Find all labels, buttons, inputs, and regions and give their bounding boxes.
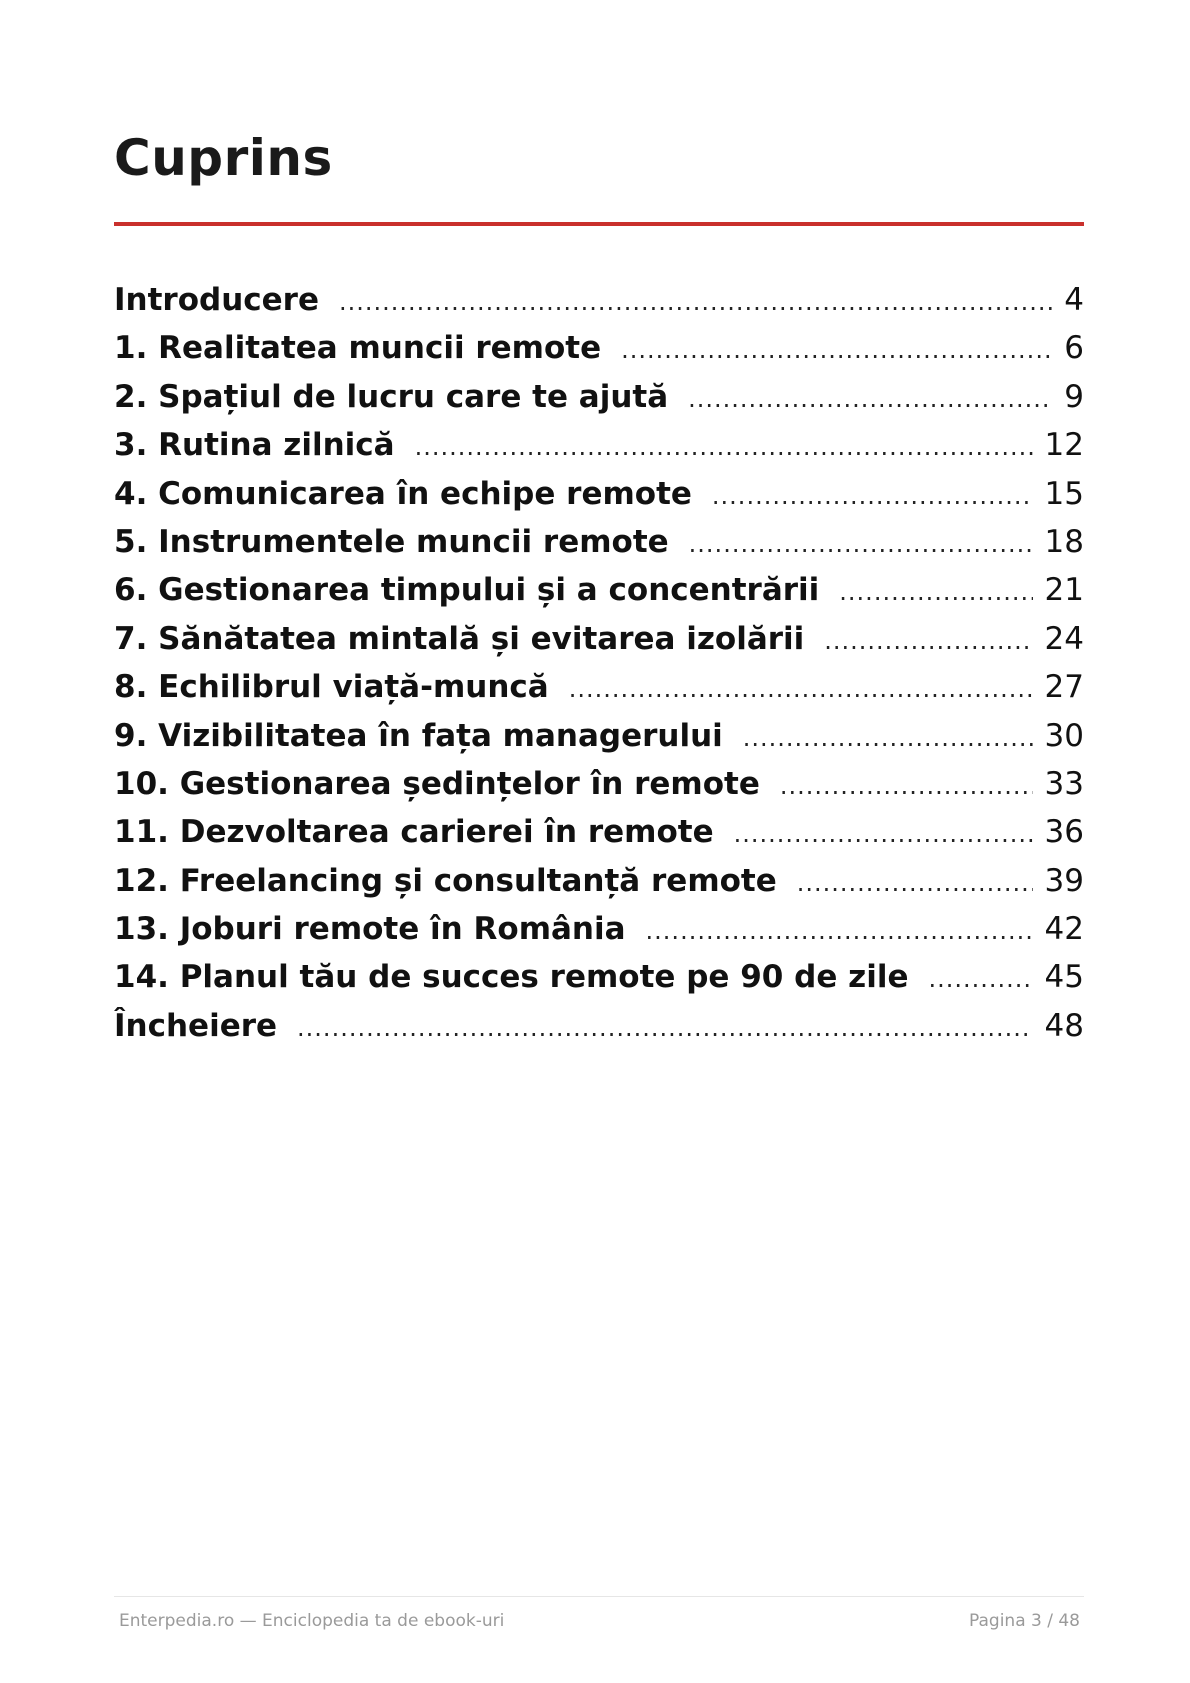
toc-entry-title: 9. Vizibilitatea în fața managerului bbox=[114, 717, 723, 754]
title-divider bbox=[114, 222, 1084, 226]
toc-entry[interactable] bbox=[114, 324, 1084, 372]
page-title: Cuprins bbox=[114, 129, 333, 187]
footer-divider bbox=[114, 1596, 1084, 1597]
toc-entry-title: Introducere bbox=[114, 282, 319, 318]
toc-entry-title: Încheiere bbox=[114, 1007, 278, 1044]
toc-entry[interactable] bbox=[114, 276, 1084, 324]
toc-entry-page-number: 48 bbox=[1044, 1007, 1084, 1044]
toc-dot-leader bbox=[646, 907, 1033, 955]
toc-entry-page-number: 27 bbox=[1044, 669, 1084, 706]
toc-entry-title: 2. Spațiul de lucru care te ajută bbox=[114, 378, 669, 415]
toc-dot-leader bbox=[734, 810, 1033, 858]
toc-entry[interactable] bbox=[114, 808, 1084, 856]
toc-dot-leader bbox=[839, 568, 1032, 616]
toc-entry-page-number: 12 bbox=[1044, 427, 1084, 464]
toc-entry-page-number: 9 bbox=[1064, 378, 1084, 415]
toc-entry-title: 10. Gestionarea ședințelor în remote bbox=[114, 765, 760, 802]
toc-entry-title: 1. Realitatea muncii remote bbox=[114, 330, 602, 367]
toc-entry[interactable] bbox=[114, 1002, 1084, 1050]
toc-entry[interactable] bbox=[114, 566, 1084, 614]
toc-entry[interactable] bbox=[114, 615, 1084, 663]
toc-entry-page-number: 4 bbox=[1064, 282, 1084, 318]
toc-entry-title: 12. Freelancing și consultanță remote bbox=[114, 862, 777, 899]
toc-entry-title: 8. Echilibrul viață-muncă bbox=[114, 669, 549, 706]
toc-entry[interactable] bbox=[114, 712, 1084, 760]
toc-dot-leader bbox=[780, 762, 1033, 810]
toc-dot-leader bbox=[621, 326, 1052, 374]
toc-entry-title: 14. Planul tău de succes remote pe 90 de zile bbox=[114, 959, 909, 996]
toc-entry-title: 11. Dezvoltarea carierei în remote bbox=[114, 814, 714, 851]
toc-entry-page-number: 21 bbox=[1044, 572, 1084, 609]
toc-entry-page-number: 45 bbox=[1044, 959, 1084, 996]
footer-page-number: Pagina 3 / 48 bbox=[969, 1611, 1080, 1631]
toc-entry[interactable] bbox=[114, 421, 1084, 469]
toc-dot-leader bbox=[689, 520, 1033, 568]
toc-dot-leader bbox=[297, 1004, 1033, 1052]
toc-entry-title: 6. Gestionarea timpului și a concentrării bbox=[114, 572, 820, 609]
toc-entry-title: 7. Sănătatea mintală și evitarea izolării bbox=[114, 620, 805, 657]
toc-entry[interactable] bbox=[114, 857, 1084, 905]
toc-dot-leader bbox=[415, 423, 1033, 471]
toc-entry-page-number: 42 bbox=[1044, 911, 1084, 948]
toc-entry[interactable] bbox=[114, 760, 1084, 808]
toc-dot-leader bbox=[929, 955, 1033, 1003]
toc-entry-title: 4. Comunicarea în echipe remote bbox=[114, 475, 692, 512]
toc-entry[interactable] bbox=[114, 470, 1084, 518]
toc-entry[interactable] bbox=[114, 663, 1084, 711]
toc-entry-title: 13. Joburi remote în România bbox=[114, 911, 626, 948]
toc-entry[interactable] bbox=[114, 518, 1084, 566]
toc-dot-leader bbox=[712, 472, 1033, 520]
toc-entry[interactable] bbox=[114, 905, 1084, 953]
toc-entry-page-number: 15 bbox=[1044, 475, 1084, 512]
toc-entry-page-number: 18 bbox=[1044, 523, 1084, 560]
toc-dot-leader bbox=[688, 375, 1052, 423]
toc-entry-page-number: 6 bbox=[1064, 330, 1084, 367]
toc-entry-page-number: 33 bbox=[1044, 765, 1084, 802]
toc-dot-leader bbox=[797, 859, 1033, 907]
toc-entry-page-number: 24 bbox=[1044, 620, 1084, 657]
toc-entry-page-number: 39 bbox=[1044, 862, 1084, 899]
toc-entry-page-number: 30 bbox=[1044, 717, 1084, 754]
toc-entry-title: 3. Rutina zilnică bbox=[114, 427, 395, 464]
toc-dot-leader bbox=[743, 714, 1033, 762]
toc-entry-title: 5. Instrumentele muncii remote bbox=[114, 523, 669, 560]
toc-entry[interactable] bbox=[114, 953, 1084, 1001]
toc-entry[interactable] bbox=[114, 373, 1084, 421]
toc-entry-page-number: 36 bbox=[1044, 814, 1084, 851]
footer-site-name: Enterpedia.ro — Enciclopedia ta de ebook-uri bbox=[119, 1611, 505, 1631]
toc-dot-leader bbox=[569, 665, 1033, 713]
toc-dot-leader bbox=[339, 278, 1052, 326]
toc-dot-leader bbox=[824, 617, 1032, 665]
table-of-contents bbox=[114, 276, 1084, 1050]
